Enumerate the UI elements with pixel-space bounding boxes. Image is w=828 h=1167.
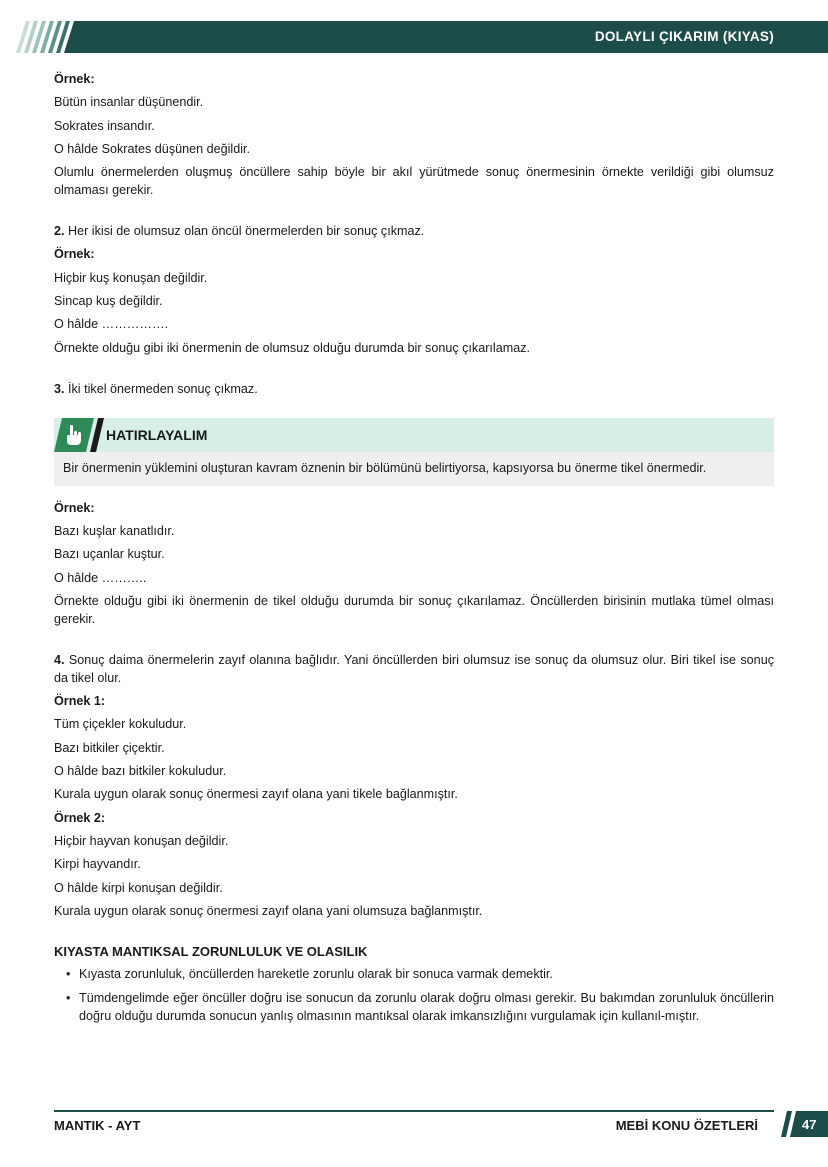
page-footer: [54, 1110, 828, 1150]
page-header: [0, 21, 828, 53]
rule-number: 3.: [54, 381, 65, 396]
conclusion-line: O hâlde bazı bitkiler kokuludur.: [54, 764, 227, 779]
conclusion-line: O hâlde ………..: [54, 570, 147, 585]
reminder-callout: [54, 418, 774, 486]
pointing-hand-icon: [54, 418, 106, 452]
page-number: 47: [802, 1117, 817, 1132]
explanation-paragraph: Örnekte olduğu gibi iki önermenin de olumsuz olduğu durumda bir sonuç çıkarılamaz.: [54, 340, 531, 355]
bullet-icon: •: [66, 966, 71, 981]
callout-body: Bir önermenin yüklemini oluşturan kavram öznenin bir bölümünü belirtiyorsa, kapsıyorsa bu önerme tikel önermedir.: [54, 452, 774, 486]
example-label: Örnek:: [54, 500, 95, 515]
explanation-paragraph: Olumlu önermelerden oluşmuş öncüllere sahip böyle bir akıl yürütmede sonuç önermesinin örnekte verildiği gibi olumsuz olmaması gerekir.: [54, 165, 774, 198]
page-content: [54, 70, 774, 1031]
premise-line: Hiçbir kuş konuşan değildir.: [54, 270, 208, 285]
list-item: [54, 989, 774, 1025]
rule-4: [54, 651, 774, 687]
rule-text: İki tikel önermeden sonuç çıkmaz.: [64, 381, 258, 396]
premise-line: Bütün insanlar düşünendir.: [54, 95, 204, 110]
bullet-list: [54, 965, 774, 1025]
footer-series: MEBİ KONU ÖZETLERİ: [615, 1118, 758, 1133]
list-item-text: Tümdengelimde eğer öncüller doğru ise sonucun da zorunlu olarak doğru olması gerekir. Bu bakımdan zorunluluk öncüllerin doğru olduğu durumda sonucun yanlış olmasının mantıksal olarak imkansızlığını vurgulamak için kullanıl-mıştır.: [79, 990, 774, 1023]
premise-line: Tüm çiçekler kokuludur.: [54, 717, 187, 732]
list-item-text: Kıyasta zorunluluk, öncüllerden hareketle zorunlu olarak bir sonuca varmak demektir.: [79, 966, 553, 981]
premise-line: Sincap kuş değildir.: [54, 294, 163, 309]
rule-number: 4.: [54, 652, 65, 667]
premise-line: Bazı uçanlar kuştur.: [54, 547, 165, 562]
example-label: Örnek:: [54, 247, 95, 262]
callout-title: HATIRLAYALIM: [106, 426, 208, 443]
conclusion-line: O hâlde kirpi konuşan değildir.: [54, 880, 223, 895]
example-label: Örnek:: [54, 72, 95, 86]
footer-rule: [54, 1110, 774, 1112]
rule-2: [54, 222, 774, 240]
callout-header: [54, 418, 774, 452]
section-title: KIYASTA MANTIKSAL ZORUNLULUK VE OLASILIK: [54, 943, 368, 959]
rule-number: 2.: [54, 224, 65, 239]
explanation-paragraph: Örnekte olduğu gibi iki önermenin de tikel olduğu durumda bir sonuç çıkarılamaz. Öncüllerden birisinin mutlaka tümel olması gerekir.: [54, 593, 774, 626]
conclusion-line: O hâlde Sokrates düşünen değildir.: [54, 141, 251, 156]
explanation-line: Kurala uygun olarak sonuç önermesi zayıf olana yani olumsuza bağlanmıştır.: [54, 903, 483, 918]
premise-line: Hiçbir hayvan konuşan değildir.: [54, 833, 229, 848]
header-bar: [74, 21, 828, 53]
rule-3: [54, 380, 774, 398]
explanation-line: Kurala uygun olarak sonuç önermesi zayıf olana yani tikele bağlanmıştır.: [54, 787, 458, 802]
bullet-icon: •: [66, 990, 71, 1005]
premise-line: Kirpi hayvandır.: [54, 857, 141, 872]
example-label: Örnek 1:: [54, 694, 106, 709]
rule-text: Her ikisi de olumsuz olan öncül önermelerden bir sonuç çıkmaz.: [64, 224, 425, 239]
footer-subject: MANTIK - AYT: [54, 1118, 141, 1133]
rule-text: Sonuç daima önermelerin zayıf olanına bağlıdır. Yani öncüllerden biri olumsuz ise sonuç da olumsuz olur. Biri tikel ise sonuç da tikel olur.: [54, 652, 774, 685]
header-title: DOLAYLI ÇIKARIM (KIYAS): [594, 29, 774, 44]
premise-line: Bazı bitkiler çiçektir.: [54, 740, 165, 755]
list-item: [54, 965, 774, 983]
premise-line: Bazı kuşlar kanatlıdır.: [54, 523, 175, 538]
premise-line: Sokrates insandır.: [54, 118, 155, 133]
example-label: Örnek 2:: [54, 810, 106, 825]
conclusion-line: O hâlde …………….: [54, 317, 169, 332]
